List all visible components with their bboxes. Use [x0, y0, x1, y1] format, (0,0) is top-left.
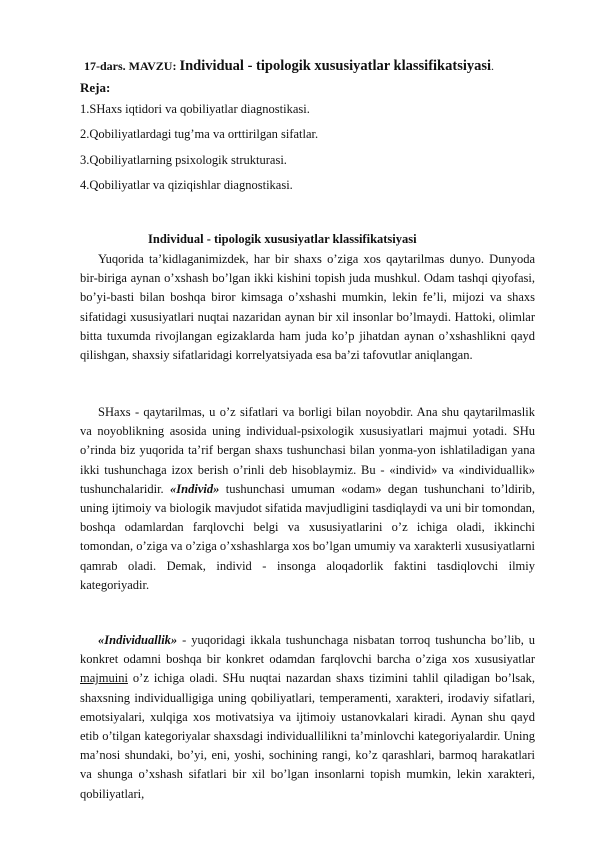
plan-item-1: 1.SHaxs iqtidori va qobiliyatlar diagnostikasi. [80, 102, 310, 116]
paragraph-2-text-b: tushunchasi umuman «odam» degan tushunchani to’ldirib, uning ijtimoiy va biologik mavjudot sifatida mavjudligini tasdiqlaydi va uni bir tomondan, boshqa odamlardan farqlovchi belgi va xususiyatlarini o’z ichiga oladi, ikkinchi tomondan, o’ziga va o’ziga o’xshashlarga xos bo’lgan umumiy va xarakterli xususiyatlarni qamrab oladi. Demak, individ - insonga aloqadorlik faktini tasdiqlovchi ilmiy kategoriyadir. [80, 481, 535, 592]
title-period: . [491, 59, 495, 73]
section-heading: Individual - tipologik xususiyatlar klassifikatsiyasi [148, 232, 417, 246]
term-individuallik: «Individuallik» [98, 633, 178, 647]
paragraph-2-text-a: SHaxs - qaytarilmas, u o’z sifatlari va borligi bilan noyobdir. Ana shu qaytarilmaslik va noyoblikning asosida uning individual-psixologik xususiyatlari majmui yotadi. SHu o’rinda biz yuqorida ta’rif bergan shaxs tushunchasi bilan yonma-yon ishlatiladigan yana ikki tushunchaga izox berish o’rinli deb hisoblaymiz. Bu - «individ» va «individuallik» tushunchalaridir. [80, 405, 535, 496]
lesson-title [84, 58, 564, 75]
lesson-topic: Individual - tipologik xususiyatlar klassifikatsiyasi [179, 58, 492, 74]
plan-label: Reja: [80, 80, 111, 95]
paragraph-2 [80, 403, 535, 595]
paragraph-3-text-a: - yuqoridagi ikkala tushunchaga nisbatan torroq tushuncha bo’lib, u konkret odamni boshqa bir konkret odamdan farqlovchi barcha o’ziga xos xususiyatlar [80, 633, 535, 667]
underlined-word: majmuini [80, 671, 128, 686]
paragraph-3-text-b: o’z ichiga oladi. SHu nuqtai nazardan shaxs tizimini tahlil qiladigan bo’lsak, shaxsning individualligiga uning qobiliyatlari, temperamenti, xarakteri, irodaviy sifatlari, emotsiyalari, xulqiga xos motivatsiya va ijtimoiy ustanovkalari kiradi. Aynan shu qayd etib o’tilgan kategoriyalar shaxsdagi individuallilikni ta’minlovchi kategoriyalardir. Uning ma’nosi shundaki, bo’yi, eni, yoshi, sochining rangi, ko’z qarashlari, barmoq harakatlari va shunga o’xshash sifatlari bir xil bo’lgan insonlarni topish mumkin, lekin xarakteri, qobiliyatlari, [80, 671, 535, 801]
paragraph-1: Yuqorida ta’kidlaganimizdek, har bir shaxs o’ziga xos qaytarilmas dunyo. Dunyoda bir-biriga aynan o’xshash bo’lgan ikki kishini topish juda mushkul. Odam tashqi qiyofasi, bo’yi-basti bilan boshqa biror kimsaga o’xshashi mumkin, lekin fe’li, mijozi va shaxs sifatidagi xususiyatlari nuqtai nazaridan aynan bir xil insonlar bo’lmaydi. Hattoki, olimlar bitta tuxumda rivojlangan egizaklarda ham juda ko’p jihatdan aynan o’xshashlikni qayd qilishgan, shaxsiy sifatlaridagi korrelyatsiyada esa ba’zi tafovutlar aniqlangan. [80, 252, 535, 363]
plan-item-3: 3.Qobiliyatlarning psixologik strukturasi. [80, 153, 287, 167]
plan-item-4: 4.Qobiliyatlar va qiziqishlar diagnostikasi. [80, 178, 293, 192]
term-individ: «Individ» [170, 481, 220, 496]
lesson-label: 17-dars. MAVZU: [84, 59, 180, 73]
paragraph-3 [80, 631, 535, 804]
plan-item-2: 2.Qobiliyatlardagi tug’ma va orttirilgan sifatlar. [80, 127, 319, 141]
